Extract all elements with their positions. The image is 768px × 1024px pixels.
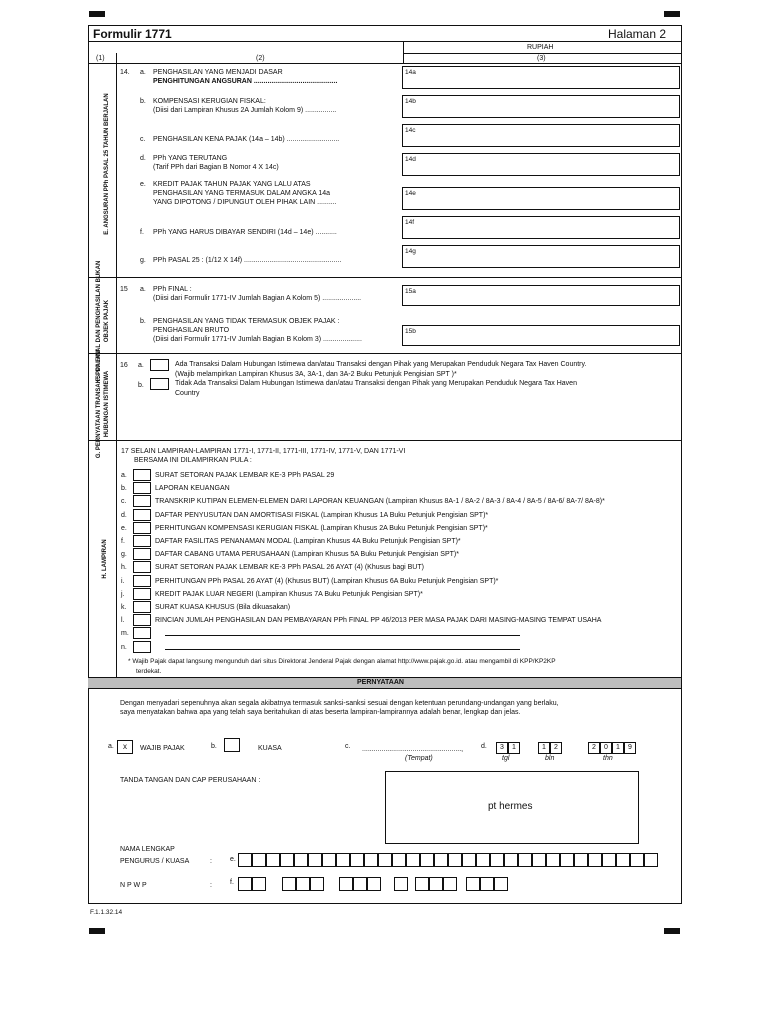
pernyataan-title: PERNYATAAN <box>357 679 404 686</box>
row-14c-line1: PENGHASILAN KENA PAJAK (14a – 14b) ........................... <box>153 136 340 143</box>
lampiran-item-e: PERHITUNGAN KOMPENSASI KERUGIAN FISKAL (Lampiran Khusus 2A Buku Petunjuk Pengisian SPT)* <box>155 524 488 532</box>
footnote: * Wajib Pajak dapat langsung mengunduh dari situs Direktorat Jenderal Pajak dengan alamat http://www.pajak.go.id. atau mengambil di KPP/KP2KP <box>128 658 556 665</box>
row-14f-line1: PPh YANG HARUS DIBAYAR SENDIRI (14d – 14e) ........... <box>153 229 337 236</box>
row-14e-line2: PENGHASILAN YANG TERMASUK DALAM ANGKA 14a <box>153 190 331 197</box>
nama-cell[interactable] <box>574 853 588 867</box>
nama-cell[interactable] <box>350 853 364 867</box>
nama-cell[interactable] <box>406 853 420 867</box>
amount-field-14g[interactable] <box>402 245 680 268</box>
signature-label: TANDA TANGAN DAN CAP PERUSAHAAN : <box>120 777 261 784</box>
npwp-label: N P W P <box>120 882 147 889</box>
npwp-cell[interactable] <box>494 877 508 891</box>
checkbox-transaksi-ada[interactable] <box>150 359 169 371</box>
signature-value: pt hermes <box>488 801 533 812</box>
row-14g-line1: PPh PASAL 25 : (1/12 X 14f) .................................................. <box>153 257 342 264</box>
nama-cell[interactable] <box>420 853 434 867</box>
nama-cell[interactable] <box>336 853 350 867</box>
npwp-cell[interactable] <box>443 877 457 891</box>
nama-cell[interactable] <box>532 853 546 867</box>
npwp-cell[interactable] <box>367 877 381 891</box>
npwp-cell[interactable] <box>282 877 296 891</box>
amount-field-14d[interactable] <box>402 153 680 176</box>
lampiran-checkbox-c[interactable] <box>133 495 151 507</box>
field-label-14d: 14d <box>405 156 416 163</box>
row-14d-line1: PPh YANG TERUTANG <box>153 155 228 162</box>
checkbox-wajib-pajak[interactable]: x <box>117 740 133 754</box>
npwp-cell[interactable] <box>339 877 353 891</box>
section-h-label: H. LAMPIRAN <box>102 539 108 579</box>
transaksi-ada-text: Ada Transaksi Dalam Hubungan Istimewa dan/atau Transaksi dengan Pihak yang Merupakan Penduduk Negara Tax Haven Country. <box>175 361 587 368</box>
lampiran-blank-line[interactable] <box>165 635 520 636</box>
nama-cell[interactable] <box>462 853 476 867</box>
tempat-caption: (Tempat) <box>405 755 433 762</box>
lampiran-intro-1: 17 SELAIN LAMPIRAN-LAMPIRAN 1771-I, 1771-II, 1771-III, 1771-IV, 1771-V, DAN 1771-VI <box>121 448 406 455</box>
row-14e-line3: YANG DIPOTONG / DIPUNGUT OLEH PIHAK LAIN .......... <box>153 199 337 206</box>
row-14-number: 14. <box>120 69 130 76</box>
lampiran-checkbox-e[interactable] <box>133 522 151 534</box>
lampiran-item-d: DAFTAR PENYUSUTAN DAN AMORTISASI FISKAL (Lampiran Khusus 1A Buku Petunjuk Pengisian SPT)* <box>155 511 489 519</box>
row-14a-line1: PENGHASILAN YANG MENJADI DASAR <box>153 69 283 76</box>
amount-field-15b[interactable] <box>402 325 680 346</box>
lampiran-item-a: SURAT SETORAN PAJAK LEMBAR KE-3 PPh PASAL 29 <box>155 472 335 479</box>
npwp-cell[interactable] <box>238 877 252 891</box>
npwp-cell[interactable] <box>429 877 443 891</box>
field-label-15b: 15b <box>405 328 416 335</box>
row-15b-line1: PENGHASILAN YANG TIDAK TERMASUK OBJEK PAJAK : <box>153 318 340 325</box>
transaksi-ada-note: (Wajib melampirkan Lampiran Khusus 3A, 3A-1, dan 3A-2 Buku Petunjuk Pengisian SPT )* <box>175 371 457 378</box>
column-number-1: (1) <box>96 55 105 62</box>
lampiran-checkbox-m[interactable] <box>133 627 151 639</box>
form-title: Formulir 1771 <box>93 27 172 41</box>
lampiran-item-k: SURAT KUASA KHUSUS (Bila dikuasakan) <box>155 604 291 611</box>
nama-cell[interactable] <box>560 853 574 867</box>
lampiran-checkbox-f[interactable] <box>133 535 151 547</box>
kuasa-label: KUASA <box>258 745 282 752</box>
nama-cell[interactable] <box>546 853 560 867</box>
field-label-15a: 15a <box>405 288 416 295</box>
column-number-2: (2) <box>256 55 265 62</box>
lampiran-checkbox-j[interactable] <box>133 588 151 600</box>
tempat-field[interactable]: ..................................................., <box>362 746 464 753</box>
lampiran-item-h: SURAT SETORAN PAJAK LEMBAR KE-3 PPh PASAL 26 AYAT (4) (Khusus bagi BUT) <box>155 564 424 572</box>
date-thn-cell[interactable]: 0 <box>600 742 612 754</box>
lampiran-checkbox-a[interactable] <box>133 469 151 481</box>
pernyataan-text-2: saya menyatakan bahwa apa yang telah saya beritahukan di atas beserta lampiran-lampirannya adalah benar, lengkap dan jelas. <box>120 709 521 716</box>
section-e-label: E. ANGSURAN PPh PASAL 25 TAHUN BERJALAN <box>104 93 110 235</box>
registration-mark <box>664 928 680 934</box>
field-label-14c: 14c <box>405 127 416 134</box>
nama-cell[interactable] <box>490 853 504 867</box>
lampiran-item-b: LAPORAN KEUANGAN <box>155 485 230 493</box>
lampiran-item-j: KREDIT PAJAK LUAR NEGERI (Lampiran Khusus 7A Buku Petunjuk Pengisian SPT)* <box>155 590 423 598</box>
nama-cell[interactable] <box>518 853 532 867</box>
npwp-cell[interactable] <box>466 877 480 891</box>
npwp-cell[interactable] <box>310 877 324 891</box>
nama-cell[interactable] <box>378 853 392 867</box>
nama-cell[interactable] <box>434 853 448 867</box>
nama-cell[interactable] <box>308 853 322 867</box>
row-14a-line2: PENGHITUNGAN ANGSURAN ........................................... <box>153 78 338 85</box>
nama-cell[interactable] <box>238 853 252 867</box>
footnote-2: terdekat. <box>136 668 162 675</box>
nama-label: NAMA LENGKAP <box>120 846 175 853</box>
registration-mark <box>89 928 105 934</box>
field-label-14e: 14e <box>405 190 416 197</box>
nama-cell[interactable] <box>476 853 490 867</box>
amount-field-14e[interactable] <box>402 187 680 210</box>
nama-cell[interactable] <box>252 853 266 867</box>
rupiah-header: RUPIAH <box>527 44 554 51</box>
date-bln-cell[interactable]: 2 <box>550 742 562 754</box>
lampiran-item-f: DAFTAR FASILITAS PENANAMAN MODAL (Lampiran Khusus 4A Buku Petunjuk Pengisian SPT)* <box>155 538 461 545</box>
npwp-cell[interactable] <box>252 877 266 891</box>
page-label: Halaman 2 <box>608 27 667 41</box>
lampiran-checkbox-g[interactable] <box>133 548 151 560</box>
column-number-3: (3) <box>537 55 546 62</box>
lampiran-item-g: DAFTAR CABANG UTAMA PERUSAHAAN (Lampiran Khusus 5A Buku Petunjuk Pengisian SPT)* <box>155 551 459 559</box>
transaksi-tidak-ada-text2: Country <box>175 390 200 397</box>
lampiran-checkbox-h[interactable] <box>133 561 151 573</box>
bln-caption: bln <box>545 755 555 762</box>
amount-field-14c[interactable] <box>402 124 680 147</box>
nama-cell[interactable] <box>588 853 602 867</box>
field-label-14f: 14f <box>405 219 415 226</box>
row-14d-line2: (Tarif PPh dari Bagian B Nomor 4 X 14c) <box>153 164 279 171</box>
checkbox-kuasa[interactable] <box>224 738 240 752</box>
row-14b-line2: (Diisi dari Lampiran Khusus 2A Jumlah Kolom 9) ................ <box>153 107 337 114</box>
row-16-number: 16 <box>120 362 128 369</box>
field-label-14a: 14a <box>405 69 416 76</box>
nama-cell[interactable] <box>644 853 658 867</box>
checkbox-transaksi-tidak-ada[interactable] <box>150 378 169 390</box>
wajib-pajak-label: WAJIB PAJAK <box>140 745 185 752</box>
row-15b-line2: PENGHASILAN BRUTO <box>153 327 230 334</box>
lampiran-blank-line[interactable] <box>165 649 520 650</box>
date-thn-cell[interactable]: 1 <box>612 742 624 754</box>
date-tgl-cell[interactable]: 3 <box>496 742 508 754</box>
row-15b-line3: (Diisi dari Formulir 1771-IV Jumlah Bagian B Kolom 3) .................... <box>153 336 362 343</box>
date-tgl-cell[interactable]: 1 <box>508 742 520 754</box>
nama-cell[interactable] <box>364 853 378 867</box>
lampiran-checkbox-n[interactable] <box>133 641 151 653</box>
date-thn-cell[interactable]: 2 <box>588 742 600 754</box>
tgl-caption: tgl <box>502 755 510 762</box>
lampiran-checkbox-k[interactable] <box>133 601 151 613</box>
nama-cell[interactable] <box>322 853 336 867</box>
form-code: F.1.1.32.14 <box>90 909 123 916</box>
row-14b-line1: KOMPENSASI KERUGIAN FISKAL: <box>153 98 266 105</box>
nama-cell[interactable] <box>392 853 406 867</box>
row-14e-line1: KREDIT PAJAK TAHUN PAJAK YANG LALU ATAS <box>153 181 311 188</box>
row-15a-line2: (Diisi dari Formulir 1771-IV Jumlah Bagian A Kolom 5) .................... <box>153 295 362 302</box>
amount-field-14f[interactable] <box>402 216 680 239</box>
npwp-cell[interactable] <box>353 877 367 891</box>
field-label-14g: 14g <box>405 248 416 255</box>
npwp-cell[interactable] <box>296 877 310 891</box>
npwp-cell[interactable] <box>480 877 494 891</box>
registration-mark <box>89 11 105 17</box>
registration-mark <box>664 11 680 17</box>
amount-field-14a[interactable] <box>402 66 680 89</box>
lampiran-item-l: RINCIAN JUMLAH PENGHASILAN DAN PEMBAYARAN PPh FINAL PP 46/2013 PER MASA PAJAK DARI MASING-MASING TEMPAT USAHA <box>155 617 602 625</box>
nama-cell[interactable] <box>294 853 308 867</box>
row-15a-line1: PPh FINAL : <box>153 286 192 293</box>
section-f-label: F. PPh FINAL DAN PENGHASILAN BUKAN OBJEK PAJAK <box>96 260 110 382</box>
nama-cell[interactable] <box>266 853 280 867</box>
nama-cell[interactable] <box>616 853 630 867</box>
lampiran-item-c: TRANSKRIP KUTIPAN ELEMEN-ELEMEN DARI LAPORAN KEUANGAN (Lampiran Khusus 8A-1 / 8A-2 / 8A-3 / 8A-4 / 8A-5 / 8A-6/ 8A-7/ 8A-8)* <box>155 498 605 506</box>
amount-field-15a[interactable] <box>402 285 680 306</box>
pengurus-label: PENGURUS / KUASA <box>120 858 190 865</box>
npwp-cell[interactable] <box>415 877 429 891</box>
lampiran-checkbox-d[interactable] <box>133 509 151 521</box>
date-bln-cell[interactable]: 1 <box>538 742 550 754</box>
date-thn-cell[interactable]: 9 <box>624 742 636 754</box>
pernyataan-text-1: Dengan menyadari sepenuhnya akan segala akibatnya termasuk sanksi-sanksi sesuai dengan ketentuan perundang-undangan yang berlaku, <box>120 700 559 707</box>
nama-cell[interactable] <box>602 853 616 867</box>
lampiran-checkbox-l[interactable] <box>133 614 151 626</box>
lampiran-checkbox-i[interactable] <box>133 575 151 587</box>
nama-cell[interactable] <box>280 853 294 867</box>
field-label-14b: 14b <box>405 98 416 105</box>
npwp-cell[interactable] <box>394 877 408 891</box>
thn-caption: thn <box>603 755 613 762</box>
lampiran-intro-2: BERSAMA INI DILAMPIRKAN PULA : <box>134 457 252 464</box>
lampiran-item-i: PERHITUNGAN PPh PASAL 26 AYAT (4) (Khusus BUT) (Lampiran Khusus 6A Buku Petunjuk Pengisian SPT)* <box>155 577 499 585</box>
nama-cell[interactable] <box>448 853 462 867</box>
nama-cell[interactable] <box>630 853 644 867</box>
row-15-number: 15 <box>120 286 128 293</box>
lampiran-checkbox-b[interactable] <box>133 482 151 494</box>
amount-field-14b[interactable] <box>402 95 680 118</box>
transaksi-tidak-ada-text: Tidak Ada Transaksi Dalam Hubungan Istimewa dan/atau Transaksi dengan Pihak yang Merupakan Penduduk Negara Tax Haven <box>175 380 577 387</box>
nama-cell[interactable] <box>504 853 518 867</box>
section-g-label: G. PERNYATAAN TRANSAKSI DALAM HUBUNGAN ISTIMEWA <box>96 349 110 459</box>
